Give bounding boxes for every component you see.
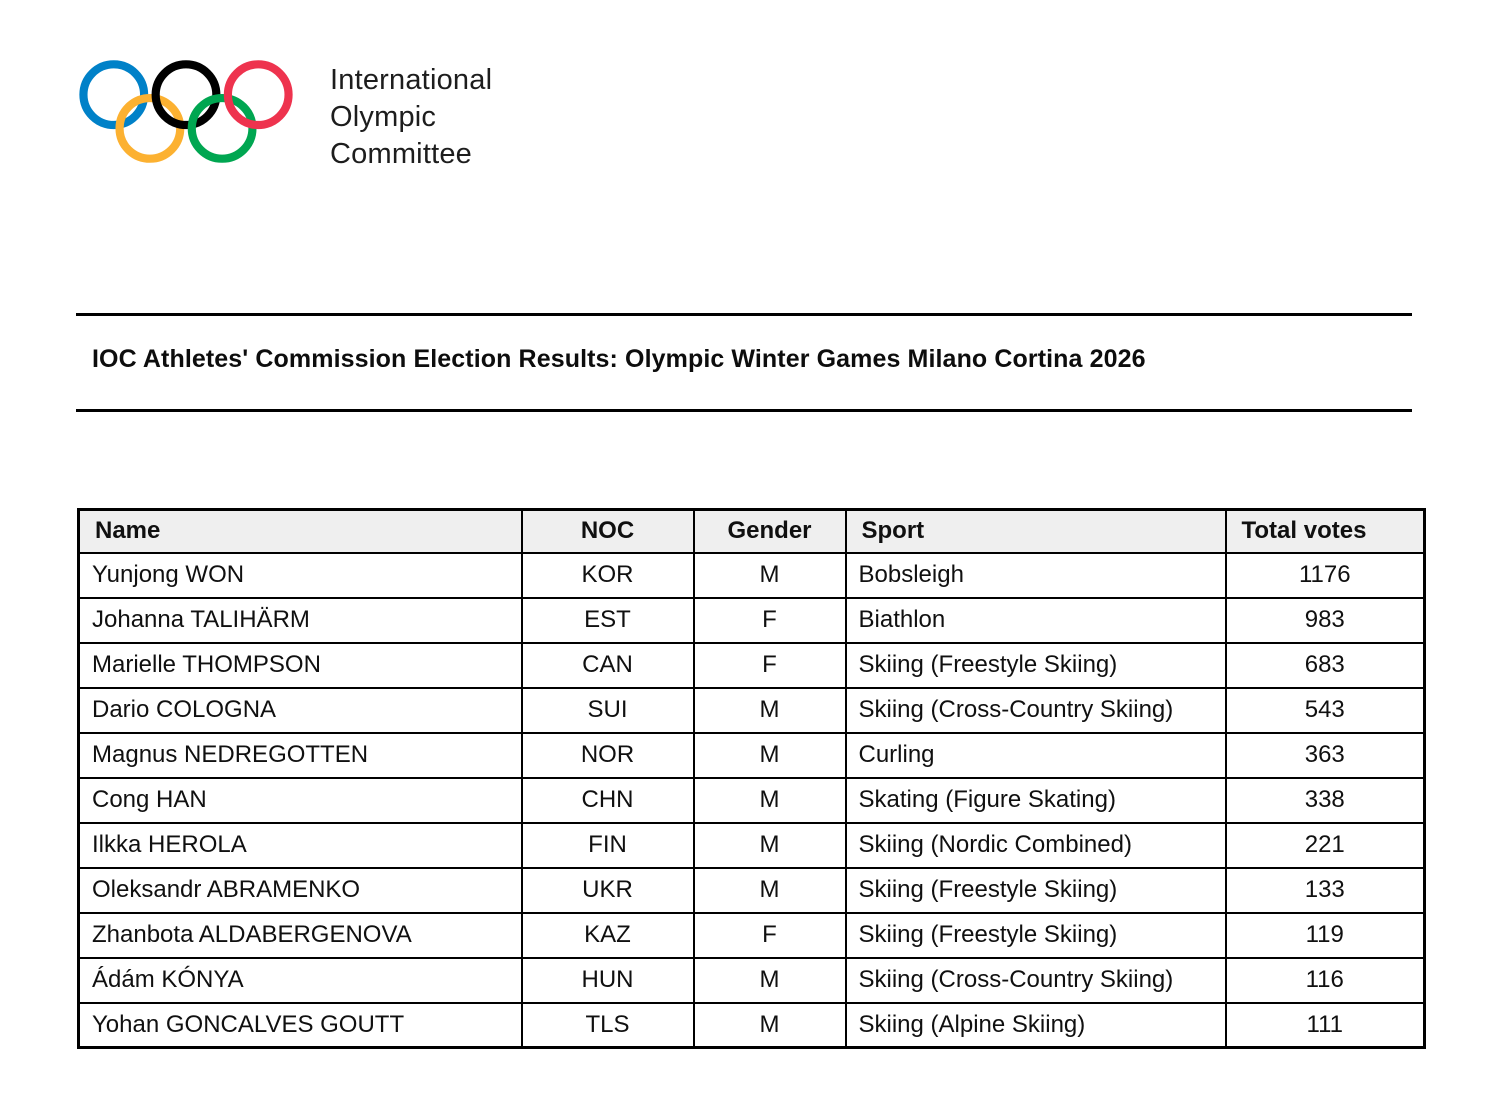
olympic-ring-blue bbox=[83, 64, 144, 125]
table-row bbox=[79, 733, 1425, 778]
athlete-name-cell: Yunjong WON bbox=[79, 553, 522, 598]
table-row bbox=[79, 823, 1425, 868]
results-table bbox=[77, 508, 1426, 1049]
ioc-org-name-line: Olympic bbox=[330, 101, 437, 133]
athlete-name-cell: Oleksandr ABRAMENKO bbox=[79, 868, 522, 913]
gender-cell: M bbox=[694, 778, 846, 823]
total-votes-cell: 119 bbox=[1226, 913, 1425, 958]
ioc-org-name-line: Committee bbox=[330, 138, 472, 170]
total-votes-cell: 983 bbox=[1226, 598, 1425, 643]
athlete-name-cell: Marielle THOMPSON bbox=[79, 643, 522, 688]
sport-cell: Skiing (Freestyle Skiing) bbox=[846, 643, 1226, 688]
total-votes-cell: 116 bbox=[1226, 958, 1425, 1003]
sport-cell: Skiing (Cross-Country Skiing) bbox=[846, 958, 1226, 1003]
table-row bbox=[79, 778, 1425, 823]
col-header-name: Name bbox=[79, 510, 522, 553]
sport-cell: Biathlon bbox=[846, 598, 1226, 643]
noc-cell: CHN bbox=[522, 778, 694, 823]
results-table-body bbox=[79, 553, 1425, 1048]
noc-cell: KOR bbox=[522, 553, 694, 598]
gender-cell: F bbox=[694, 598, 846, 643]
gender-cell: F bbox=[694, 643, 846, 688]
sport-cell: Skiing (Freestyle Skiing) bbox=[846, 868, 1226, 913]
olympic-ring-green bbox=[192, 98, 253, 159]
olympic-ring-yellow bbox=[120, 98, 181, 159]
title-divider-top bbox=[76, 313, 1412, 316]
table-row bbox=[79, 868, 1425, 913]
athlete-name-cell: Magnus NEDREGOTTEN bbox=[79, 733, 522, 778]
total-votes-cell: 111 bbox=[1226, 1003, 1425, 1048]
olympic-ring-red bbox=[228, 64, 289, 125]
gender-cell: M bbox=[694, 823, 846, 868]
sport-cell: Bobsleigh bbox=[846, 553, 1226, 598]
total-votes-cell: 221 bbox=[1226, 823, 1425, 868]
sport-cell: Skiing (Cross-Country Skiing) bbox=[846, 688, 1226, 733]
total-votes-cell: 363 bbox=[1226, 733, 1425, 778]
sport-cell: Skating (Figure Skating) bbox=[846, 778, 1226, 823]
athlete-name-cell: Yohan GONCALVES GOUTT bbox=[79, 1003, 522, 1048]
gender-cell: M bbox=[694, 958, 846, 1003]
table-row bbox=[79, 913, 1425, 958]
gender-cell: M bbox=[694, 733, 846, 778]
noc-cell: NOR bbox=[522, 733, 694, 778]
sport-cell: Skiing (Freestyle Skiing) bbox=[846, 913, 1226, 958]
page-title: IOC Athletes' Commission Election Results: Olympic Winter Games Milano Cortina 2026 bbox=[92, 345, 1146, 373]
gender-cell: M bbox=[694, 688, 846, 733]
athlete-name-cell: Ádám KÓNYA bbox=[79, 958, 522, 1003]
noc-cell: UKR bbox=[522, 868, 694, 913]
gender-cell: M bbox=[694, 553, 846, 598]
table-row bbox=[79, 958, 1425, 1003]
athlete-name-cell: Cong HAN bbox=[79, 778, 522, 823]
col-header-gender: Gender bbox=[694, 510, 846, 553]
noc-cell: HUN bbox=[522, 958, 694, 1003]
table-header-row bbox=[79, 510, 1425, 553]
athlete-name-cell: Dario COLOGNA bbox=[79, 688, 522, 733]
total-votes-cell: 1176 bbox=[1226, 553, 1425, 598]
sport-cell: Curling bbox=[846, 733, 1226, 778]
table-row bbox=[79, 1003, 1425, 1048]
noc-cell: EST bbox=[522, 598, 694, 643]
col-header-noc: NOC bbox=[522, 510, 694, 553]
table-row bbox=[79, 598, 1425, 643]
athlete-name-cell: Johanna TALIHÄRM bbox=[79, 598, 522, 643]
sport-cell: Skiing (Nordic Combined) bbox=[846, 823, 1226, 868]
olympic-ring-black bbox=[156, 64, 217, 125]
gender-cell: F bbox=[694, 913, 846, 958]
noc-cell: FIN bbox=[522, 823, 694, 868]
total-votes-cell: 683 bbox=[1226, 643, 1425, 688]
ioc-org-name-line: International bbox=[330, 64, 493, 96]
ioc-logo-block bbox=[78, 60, 492, 173]
col-header-sport: Sport bbox=[846, 510, 1226, 553]
total-votes-cell: 543 bbox=[1226, 688, 1425, 733]
table-row bbox=[79, 688, 1425, 733]
athlete-name-cell: Zhanbota ALDABERGENOVA bbox=[79, 913, 522, 958]
noc-cell: KAZ bbox=[522, 913, 694, 958]
total-votes-cell: 133 bbox=[1226, 868, 1425, 913]
sport-cell: Skiing (Alpine Skiing) bbox=[846, 1003, 1226, 1048]
gender-cell: M bbox=[694, 1003, 846, 1048]
noc-cell: CAN bbox=[522, 643, 694, 688]
gender-cell: M bbox=[694, 868, 846, 913]
title-divider-bottom bbox=[76, 409, 1412, 412]
table-row bbox=[79, 643, 1425, 688]
noc-cell: SUI bbox=[522, 688, 694, 733]
table-row bbox=[79, 553, 1425, 598]
col-header-total-votes: Total votes bbox=[1226, 510, 1425, 553]
noc-cell: TLS bbox=[522, 1003, 694, 1048]
athlete-name-cell: Ilkka HEROLA bbox=[79, 823, 522, 868]
olympic-rings-icon bbox=[78, 60, 294, 164]
ioc-org-name bbox=[330, 62, 492, 173]
total-votes-cell: 338 bbox=[1226, 778, 1425, 823]
